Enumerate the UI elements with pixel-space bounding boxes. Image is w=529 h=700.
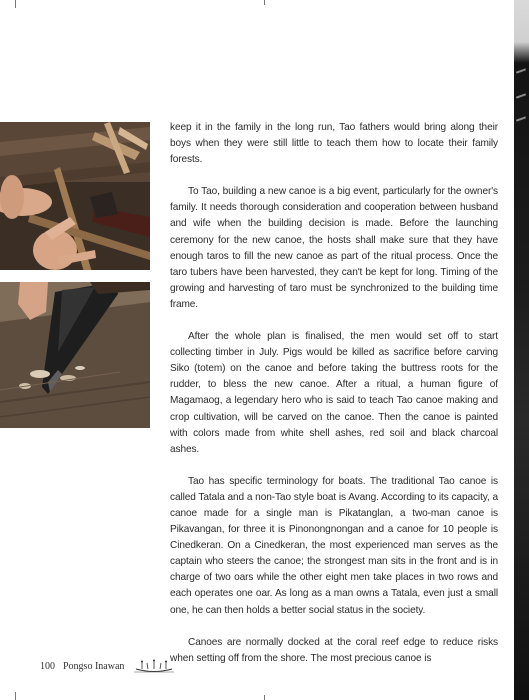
next-page-edge [514,0,529,700]
canoe-logo-icon [134,658,174,674]
paragraph: Tao has specific terminology for boats. The traditional Tao canoe is called Tatala and a non-Tao style boat is Avang. According to its capacity, a canoe made for a single man is Pikatanglan, a two-man canoe is Pikavangan, for three it is Pinonongnongan and a canoe for 10 people is Cinedkeran. On a Cinedkeran, the most experienced man serves as the captain who steers the canoe; the strongest man sits in the front and is in charge of two oars while the other eight men take places in two rows and each operates one oar. As long as a man owns a Tatala, even just a small one, he can then holds a better social status in the society. [170,475,498,616]
carving-hands-photo [0,122,150,270]
paragraph: After the whole plan is finalised, the men would set off to start collecting timber in July. Pigs would be killed as sacrifice before carving Siko (totem) on the canoe and before taking the buttress roots for the rudder, to bless the new canoe. After a ritual, a human figure of Magamaog, a legendary hero who is said to teach Tao canoe making and crop cultivation, will be carved on the canoe. Then the canoe is painted with colors made from white shell ashes, red soil and black charcoal ashes. [170,331,498,455]
edge-streak [516,93,526,98]
crop-mark [264,0,265,5]
crop-mark [15,0,16,8]
body-text [170,120,498,667]
paragraph: Canoes are normally docked at the coral reef edge to reduce risks when setting off from the shore. The most precious canoe is [170,636,498,664]
crop-mark [15,692,16,700]
edge-streak [516,68,526,73]
edge-streak [516,116,526,121]
paragraph: To Tao, building a new canoe is a big event, particularly for the owner's family. It needs thorough consideration and cooperation between husband and wife when the building decision is made. Before the launching ceremony for the new canoe, the hosts shall make sure that they have enough taros to fill the new canoe as part of the ritual process. Once the taro tubers have been harvested, they can't be kept for long. Timing of the growing and harvesting of taro must be synchronized to the building time frame. [170,186,498,310]
page-number: 100 [40,660,55,672]
crop-mark [264,695,265,700]
page-footer [40,657,174,675]
adze-cutting-photo [0,282,150,428]
running-title: Pongso Inawan [63,660,125,672]
paragraph-continuation: keep it in the family in the long run, Tao fathers would bring along their boys when they were still little to teach them how to locate their family forests. [170,122,498,166]
